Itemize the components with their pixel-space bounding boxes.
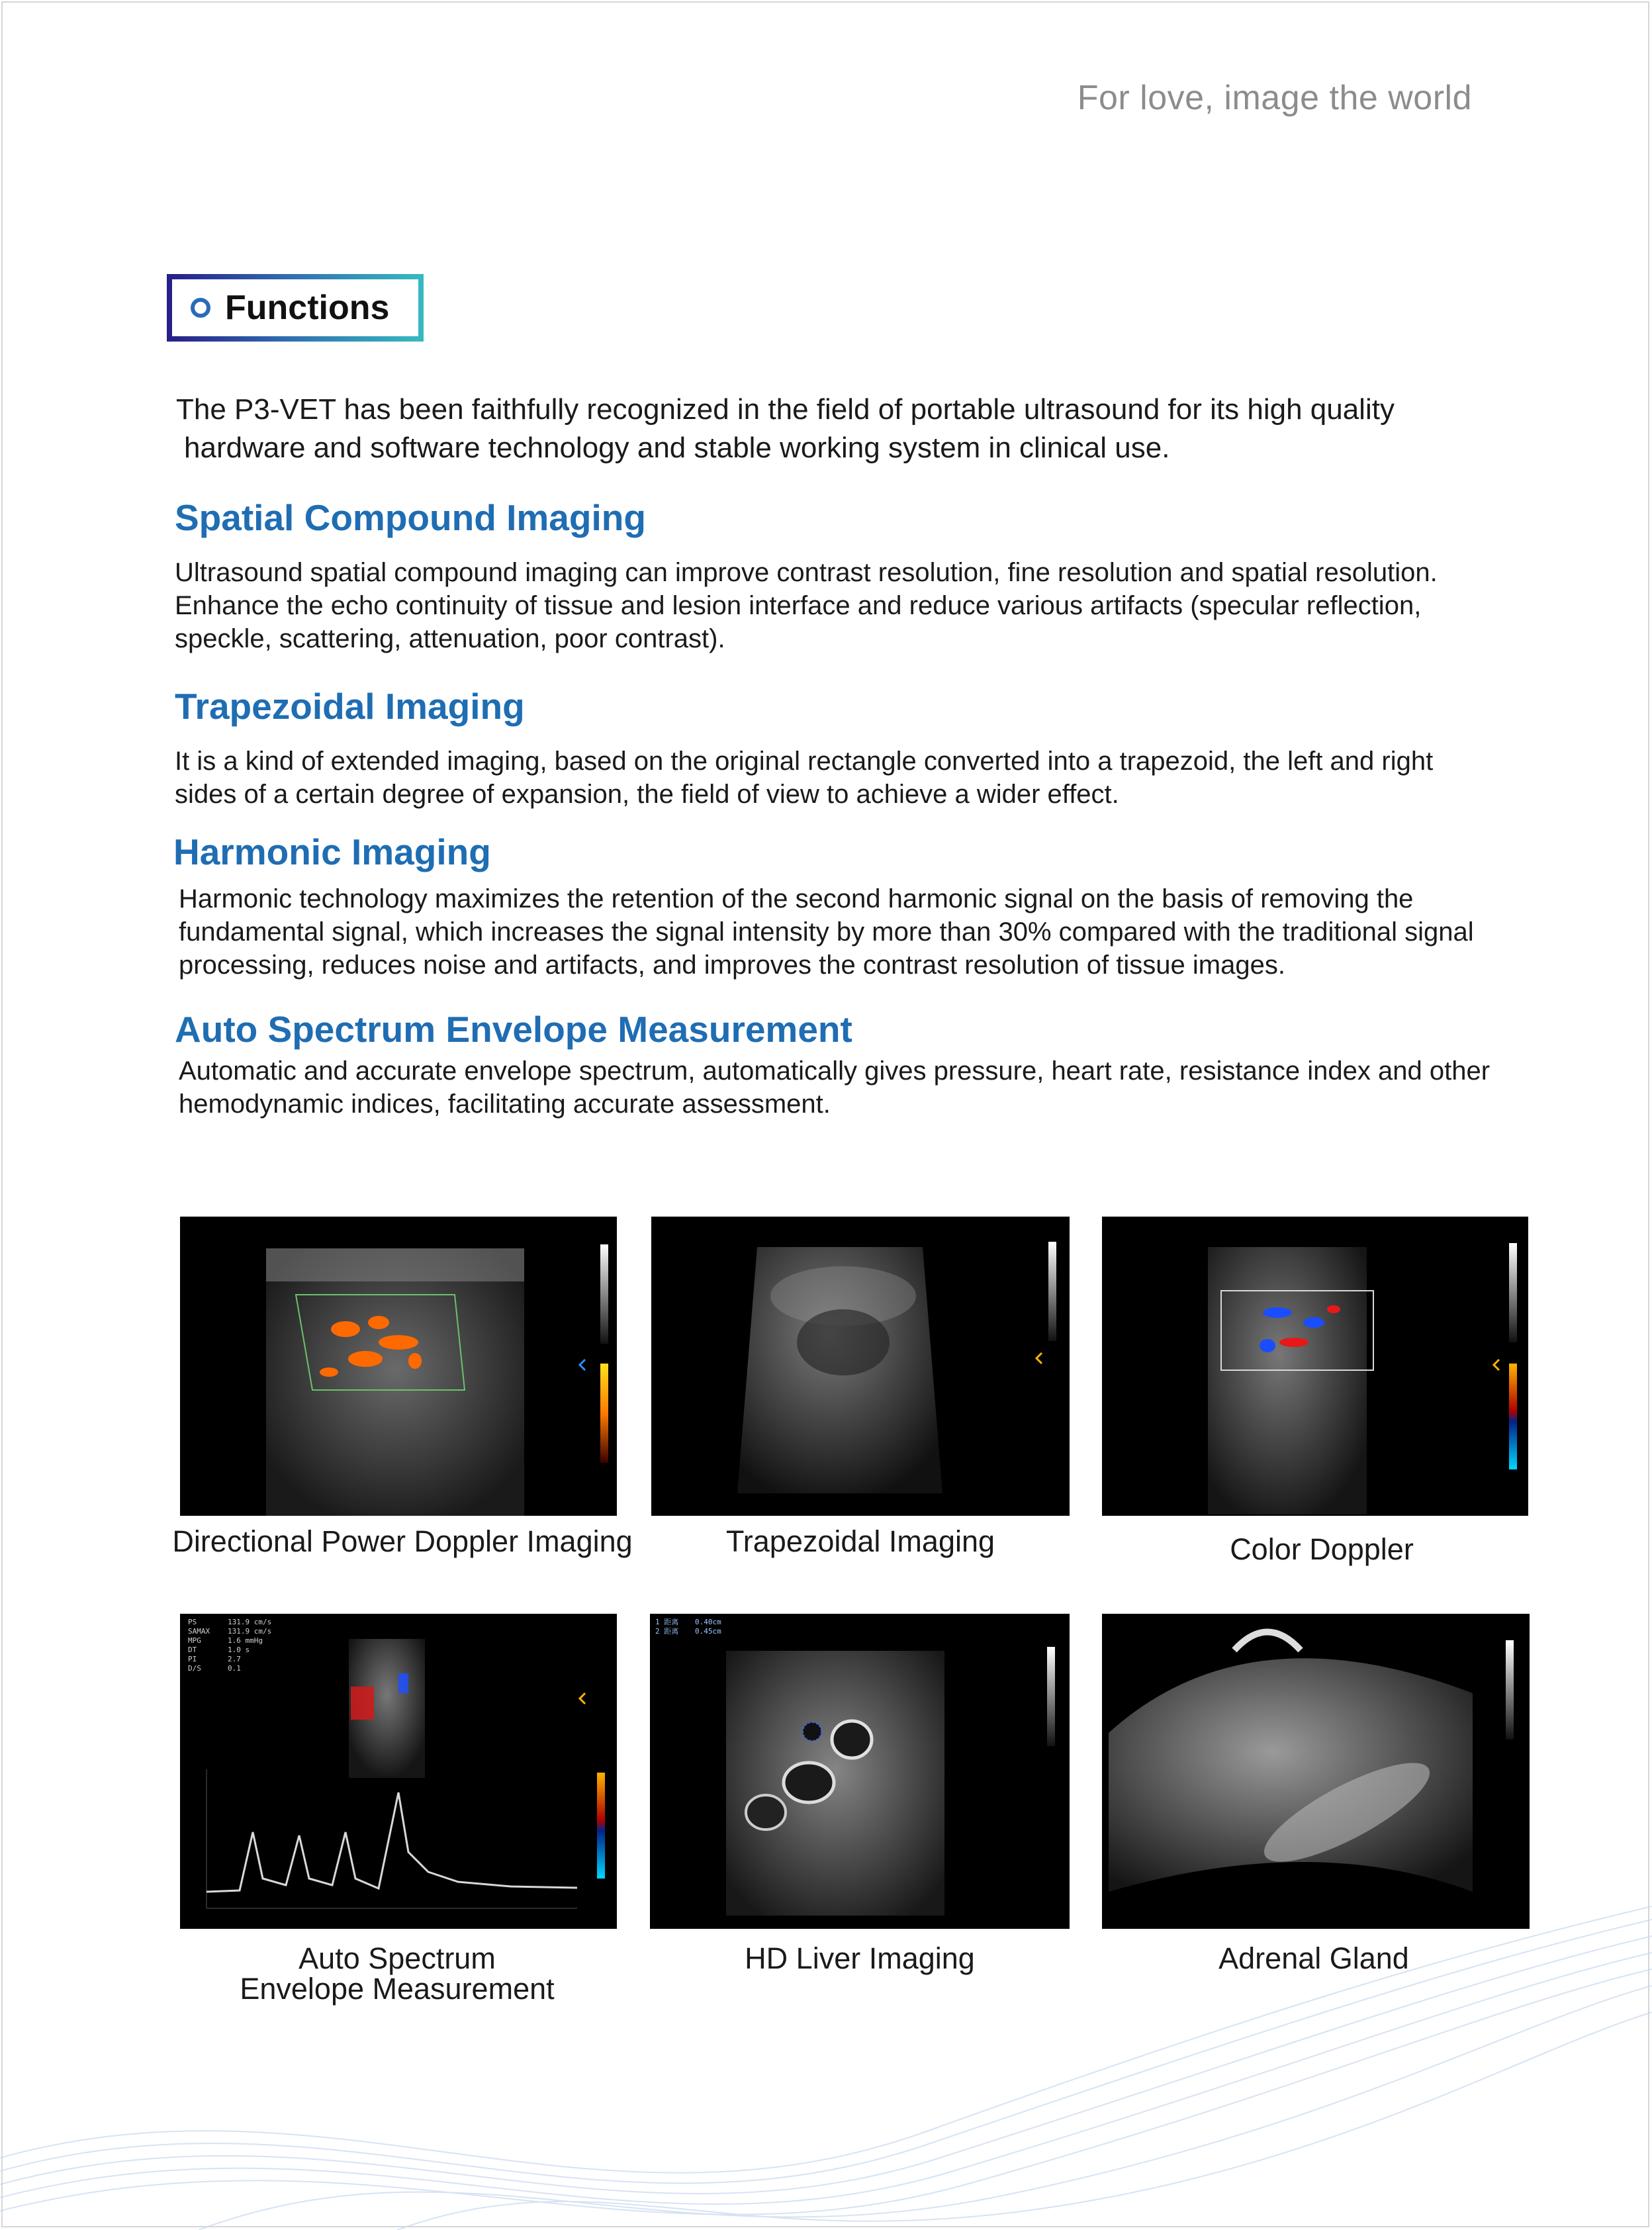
- adrenal-gland-graphic: [1102, 1614, 1530, 1929]
- trapezoidal-graphic: [651, 1217, 1070, 1516]
- ultrasound-image-auto-spectrum: [180, 1614, 617, 1929]
- ultrasound-image-power-doppler: [180, 1217, 617, 1516]
- functions-title: Functions: [225, 289, 390, 327]
- section-trapezoidal: [175, 685, 1565, 811]
- section-title: Trapezoidal Imaging: [175, 686, 525, 727]
- body-line: processing, reduces noise and artifacts, and improves the contrast resolution of tissue images.: [179, 951, 1285, 980]
- section-title: Harmonic Imaging: [173, 831, 491, 872]
- caption-line: Auto Spectrum: [298, 1941, 496, 1975]
- functions-heading-box: [167, 274, 424, 342]
- body-line: speckle, scattering, attenuation, poor contrast).: [175, 624, 725, 653]
- power-doppler-graphic: [180, 1217, 617, 1516]
- header-tagline: For love, image the world: [1077, 79, 1472, 117]
- section-spatial-compound: [175, 496, 1565, 655]
- body-line: hemodynamic indices, facilitating accurate assessment.: [179, 1090, 831, 1119]
- body-line: Ultrasound spatial compound imaging can improve contrast resolution, fine resolution and spatial resolution.: [175, 558, 1438, 587]
- section-title: Auto Spectrum Envelope Measurement: [175, 1009, 852, 1050]
- liver-readout: [655, 1618, 721, 1636]
- section-harmonic: [173, 831, 1596, 982]
- readout-row: MPG 1.6 mmHg: [188, 1636, 263, 1645]
- section-body: [175, 745, 1565, 811]
- body-line: fundamental signal, which increases the signal intensity by more than 30% compared with the traditional signal: [179, 917, 1474, 947]
- ultrasound-image-color-doppler: [1102, 1217, 1528, 1516]
- caption-hd-liver: HD Liver Imaging: [745, 1941, 975, 1975]
- color-doppler-graphic: [1102, 1217, 1528, 1516]
- body-line: Harmonic technology maximizes the retention of the second harmonic signal on the basis of removing the: [179, 884, 1414, 913]
- readout-row: PS 131.9 cm/s: [188, 1618, 272, 1626]
- section-auto-spectrum: [175, 1008, 1598, 1121]
- hd-liver-graphic: [650, 1614, 1070, 1929]
- body-line: It is a kind of extended imaging, based on the original rectangle converted into a trapezoid, the left and right: [175, 747, 1434, 776]
- ultrasound-image-adrenal-gland: [1102, 1614, 1530, 1929]
- ultrasound-image-hd-liver: [650, 1614, 1070, 1929]
- intro-line: The P3-VET has been faithfully recognized in the field of portable ultrasound for its high quality: [176, 393, 1395, 426]
- section-body: [175, 1054, 1598, 1121]
- caption-auto-spectrum: [199, 1943, 596, 2004]
- section-title: Spatial Compound Imaging: [175, 497, 646, 538]
- body-line: Automatic and accurate envelope spectrum, automatically gives pressure, heart rate, resistance index and other: [179, 1056, 1491, 1086]
- caption-color-doppler: Color Doppler: [1230, 1532, 1414, 1566]
- caption-power-doppler: Directional Power Doppler Imaging: [172, 1524, 633, 1558]
- readout-row: D/S 0.1: [188, 1664, 241, 1673]
- body-line: sides of a certain degree of expansion, the field of view to achieve a wider effect.: [175, 780, 1119, 809]
- section-body: [173, 882, 1596, 982]
- bullet-circle-icon: [191, 298, 210, 318]
- ultrasound-image-trapezoidal: [651, 1217, 1070, 1516]
- body-line: Enhance the echo continuity of tissue and lesion interface and reduce various artifacts (specular reflection,: [175, 591, 1422, 620]
- caption-adrenal-gland: Adrenal Gland: [1218, 1941, 1409, 1975]
- readout-row: 2 距离 0.45cm: [655, 1627, 721, 1636]
- section-body: [175, 556, 1565, 655]
- readout-row: 1 距离 0.40cm: [655, 1618, 721, 1626]
- intro-line: hardware and software technology and stable working system in clinical use.: [184, 432, 1170, 464]
- readout-row: SAMAX 131.9 cm/s: [188, 1627, 272, 1636]
- caption-trapezoidal: Trapezoidal Imaging: [725, 1524, 995, 1558]
- spectrum-readout: [188, 1618, 271, 1673]
- caption-line: Envelope Measurement: [240, 1972, 555, 2006]
- readout-row: PI 2.7: [188, 1655, 241, 1663]
- readout-row: DT 1.0 s: [188, 1646, 250, 1654]
- intro-paragraph: [176, 391, 1533, 467]
